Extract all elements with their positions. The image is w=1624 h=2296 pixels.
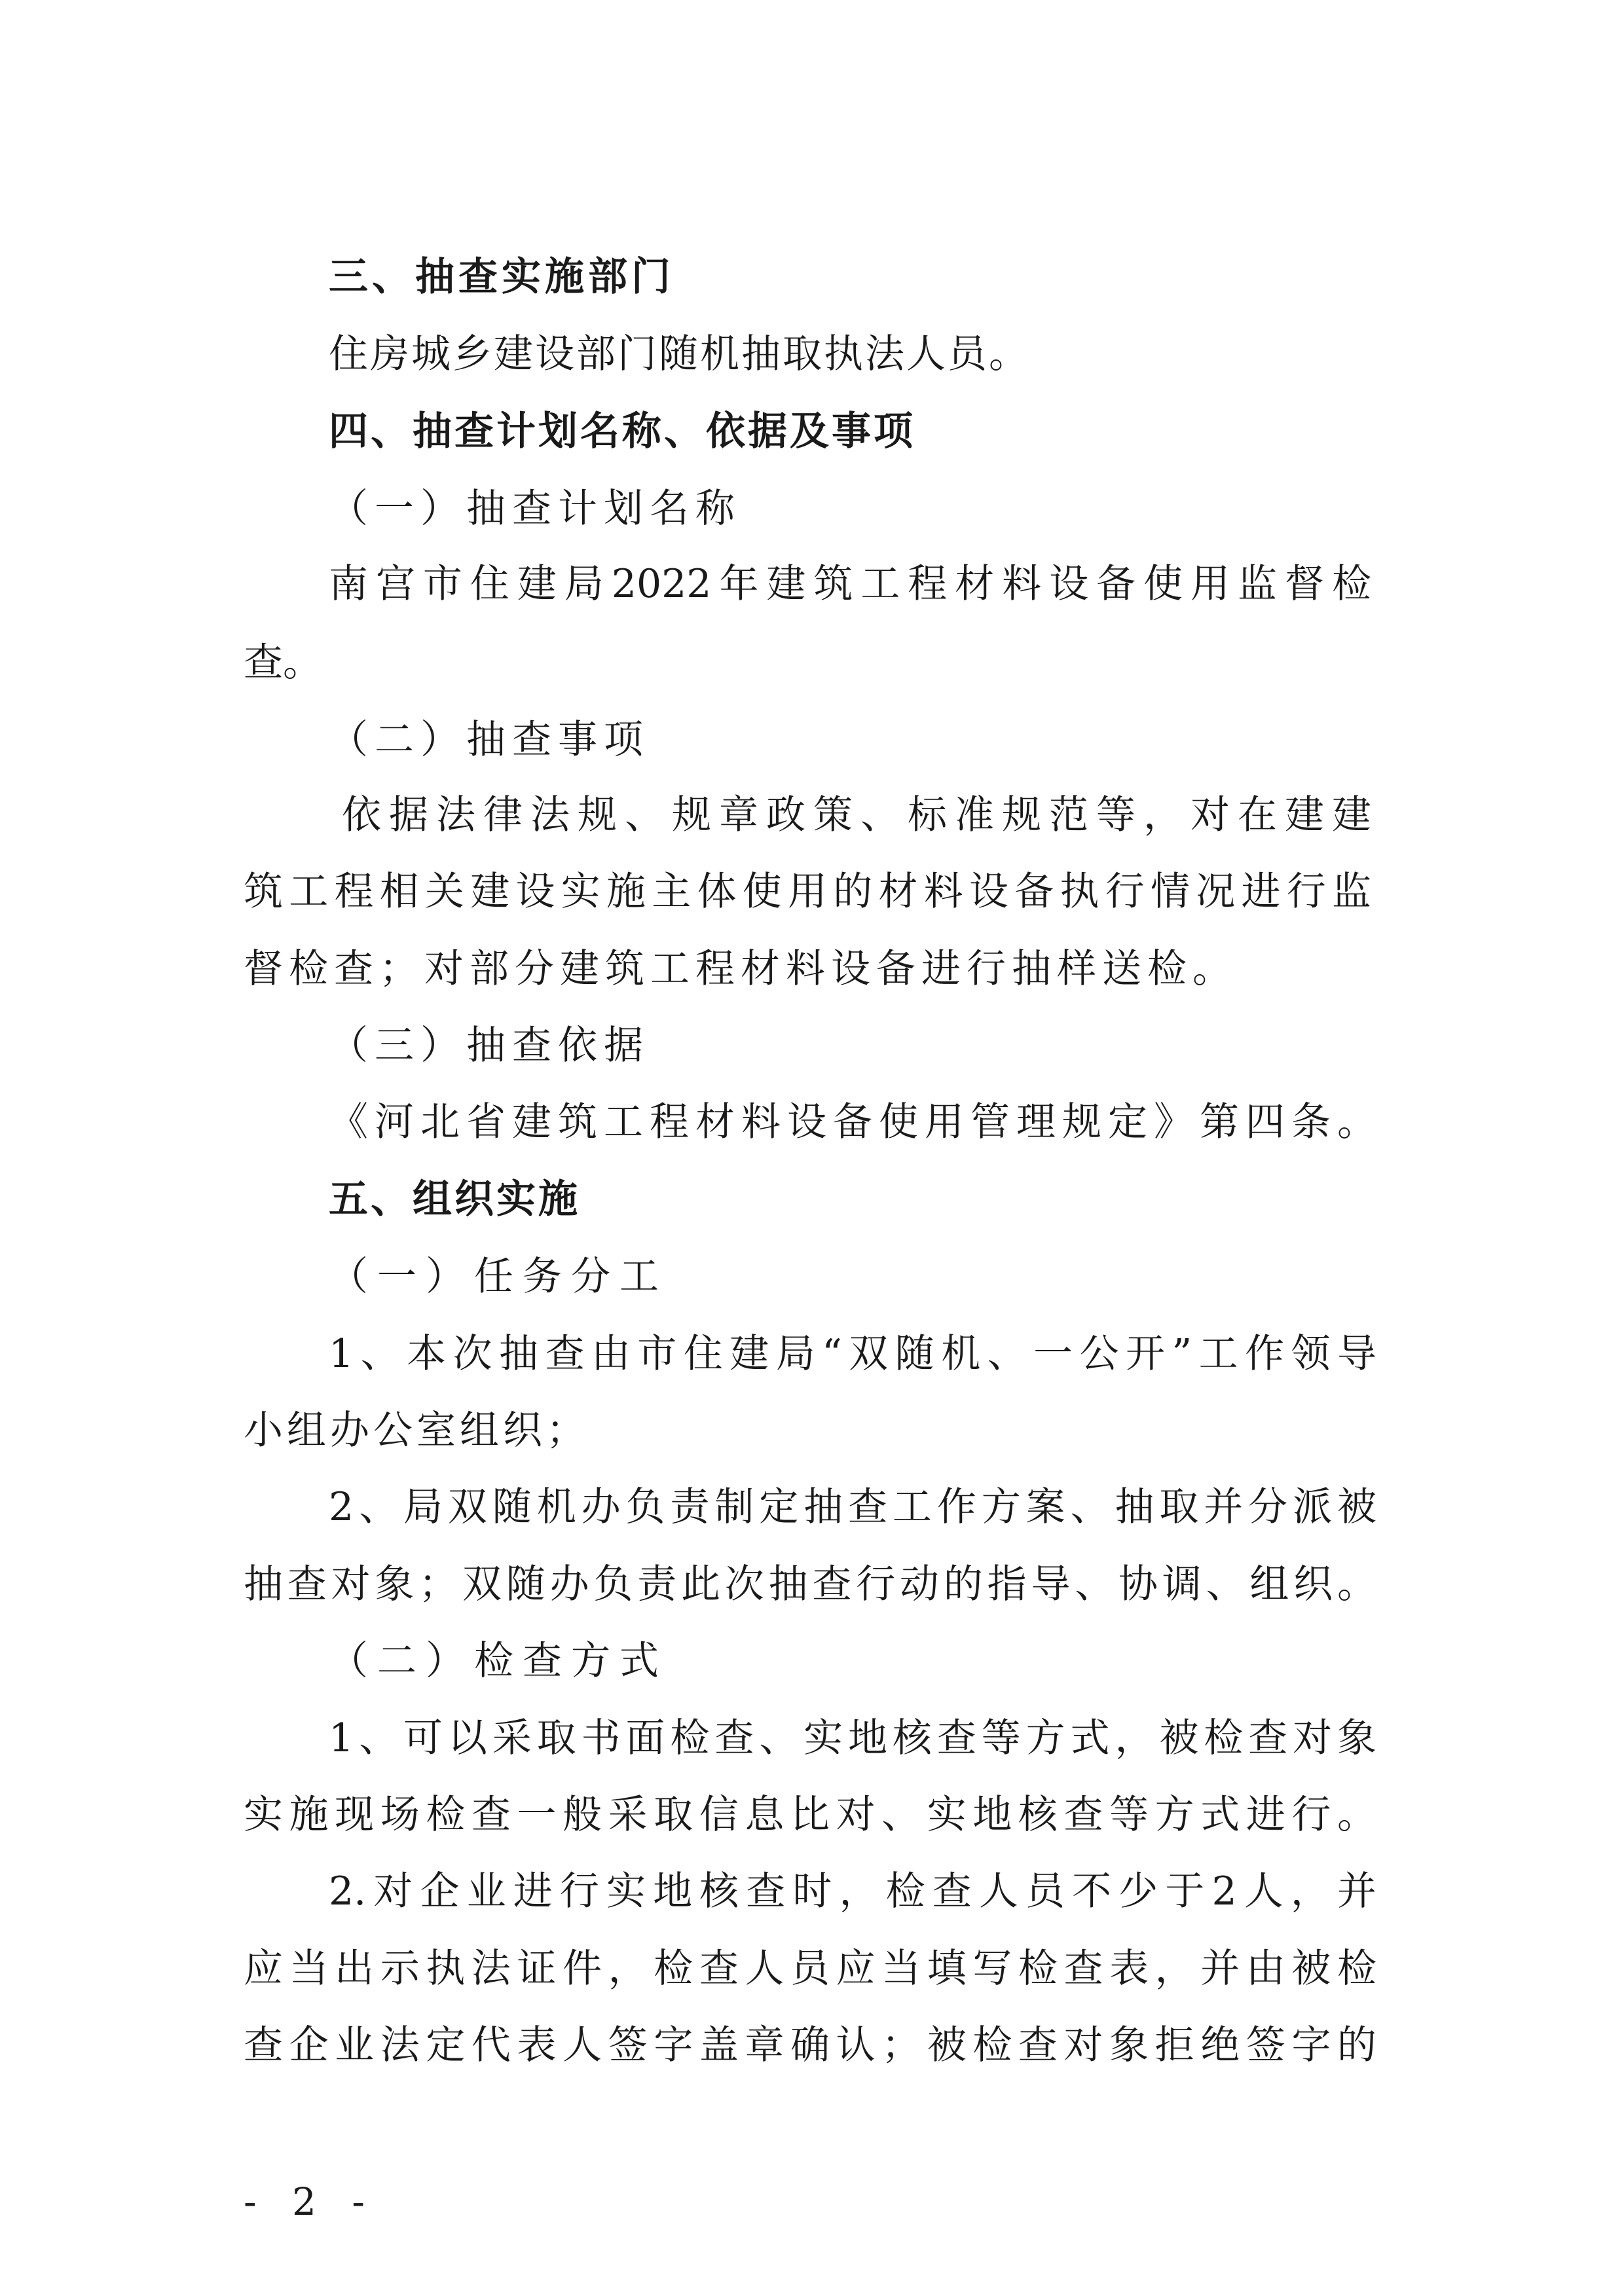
paragraph-line: 2.对企业进行实地核查时，检查人员不少于2人，并 (329, 1868, 1376, 1914)
paragraph-line: 实施现场检查一般采取信息比对、实地核查等方式进行。 (244, 1792, 1376, 1838)
subsection-heading: （二）抽查事项 (329, 717, 650, 763)
paragraph-line: 2、局双随机办负责制定抽查工作方案、抽取并分派被 (329, 1484, 1376, 1530)
subsection-heading: （三）抽查依据 (329, 1023, 650, 1068)
subsection-heading: （一）抽查计划名称 (329, 486, 741, 532)
paragraph-line: 筑工程相关建设实施主体使用的材料设备执行情况进行监 (244, 869, 1371, 915)
subsection-heading: （二）检查方式 (329, 1638, 668, 1684)
paragraph-line: 督检查；对部分建筑工程材料设备进行抽样送检。 (244, 946, 1238, 992)
paragraph-line: 《河北省建筑工程材料设备使用管理规定》第四条。 (329, 1099, 1376, 1145)
subsection-heading: （一）任务分工 (329, 1254, 668, 1300)
paragraph-line: 查企业法定代表人签字盖章确认；被检查对象拒绝签字的 (244, 2022, 1376, 2068)
paragraph-line: 南宫市住建局2022年建筑工程材料设备使用监督检 (329, 561, 1371, 607)
paragraph-line: 依据法律法规、规章政策、标准规范等，对在建建 (342, 792, 1371, 838)
paragraph-line: 查。 (244, 640, 322, 685)
paragraph-line: 小组办公室组织； (244, 1408, 589, 1453)
paragraph-line: 抽查对象；双随办负责此次抽查行动的指导、协调、组织。 (244, 1561, 1376, 1607)
section-heading-4: 四、抽查计划名称、依据及事项 (329, 409, 915, 454)
section-heading-3: 三、抽查实施部门 (329, 254, 674, 300)
paragraph-line: 1、本次抽查由市住建局“双随机、一公开”工作领导 (329, 1331, 1376, 1377)
page-number: - 2 - (244, 2179, 377, 2224)
paragraph-line: 住房城乡建设部门随机抽取执法人员。 (329, 331, 1030, 377)
paragraph-line: 1、可以采取书面检查、实地核查等方式，被检查对象 (329, 1715, 1376, 1761)
section-heading-5: 五、组织实施 (329, 1176, 580, 1222)
paragraph-line: 应当出示执法证件，检查人员应当填写检查表，并由被检 (244, 1946, 1376, 1992)
